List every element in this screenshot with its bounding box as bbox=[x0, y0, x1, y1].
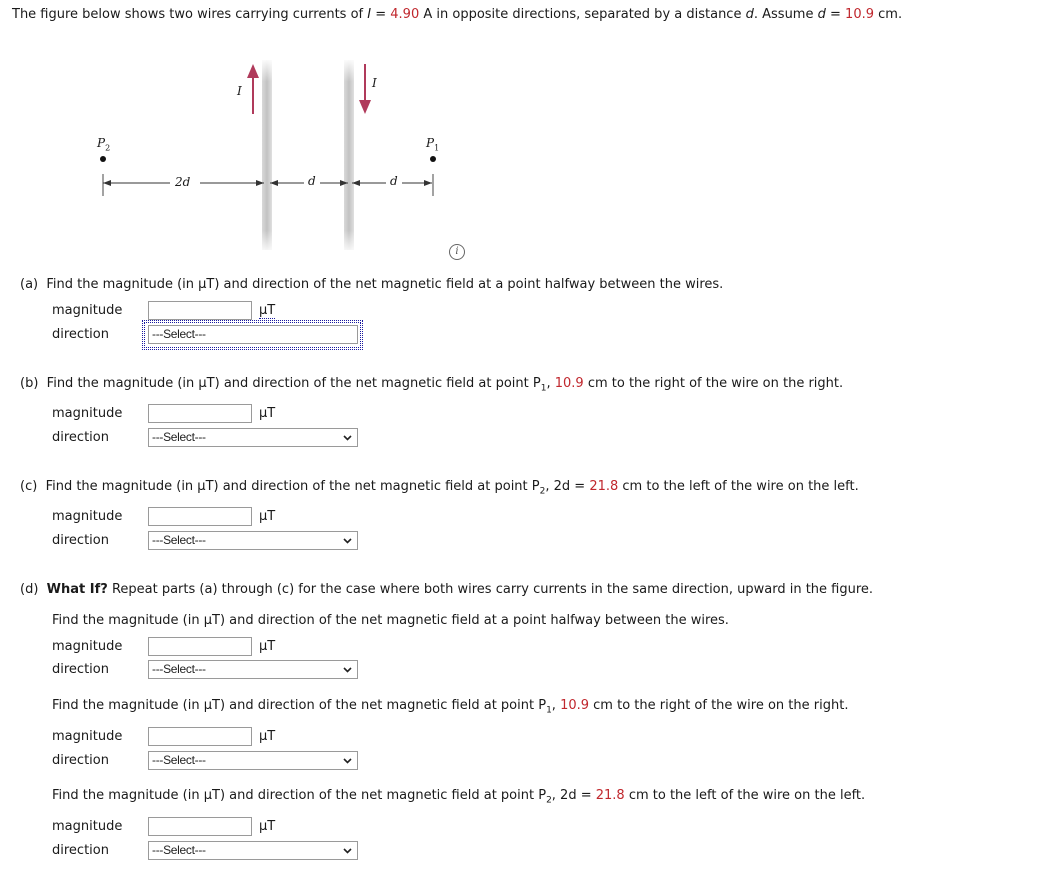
part-c-magnitude-label: magnitude bbox=[52, 509, 123, 524]
part-c-direction-label: direction bbox=[52, 533, 109, 548]
part-a-magnitude-input[interactable] bbox=[148, 301, 252, 320]
part-d-question-3: Find the magnitude (in μT) and direction of the net magnetic field at point $P_2$, 2d = 21.8 cm to the left of the wire on the left. bbox=[52, 788, 866, 806]
part-d1-direction-select[interactable]: ---Select--- bbox=[148, 660, 358, 679]
part-b-direction-label: direction bbox=[52, 430, 109, 445]
part-d-question-1: Find the magnitude (in μT) and direction of the net magnetic field at a point halfway between the wires. bbox=[52, 613, 729, 628]
part-d2-direction-label: direction bbox=[52, 753, 109, 768]
wires-diagram bbox=[80, 58, 480, 254]
part-b-question: (b) Find the magnitude (in μT) and direction of the net magnetic field at point $P_1$, 10.9 cm to the right of the wire on the right. bbox=[20, 376, 844, 394]
part-a-direction-label: direction bbox=[52, 327, 109, 342]
label-p1: $P_1$ bbox=[426, 136, 440, 153]
part-a-magnitude-label: magnitude bbox=[52, 303, 123, 318]
chevron-down-icon bbox=[342, 845, 353, 856]
part-d1-direction-label: direction bbox=[52, 662, 109, 677]
label-current-left: I bbox=[237, 84, 242, 98]
part-c-direction-select[interactable]: ---Select--- bbox=[148, 531, 358, 550]
info-icon[interactable]: i bbox=[449, 244, 465, 260]
part-d1-magnitude-label: magnitude bbox=[52, 639, 123, 654]
part-b-direction-select[interactable]: ---Select--- bbox=[148, 428, 358, 447]
part-a-unit: μT bbox=[259, 303, 276, 318]
part-d3-direction-label: direction bbox=[52, 843, 109, 858]
label-d-right: d bbox=[390, 174, 398, 188]
point-p1-dot bbox=[430, 156, 436, 162]
part-a-direction-select[interactable]: ---Select--- bbox=[148, 325, 358, 344]
part-b-magnitude-input[interactable] bbox=[148, 404, 252, 423]
label-current-right: I bbox=[372, 76, 377, 90]
part-a-question: (a) Find the magnitude (in μT) and direction of the net magnetic field at a point halfway between the wires. bbox=[20, 277, 724, 292]
label-p2: $P_2$ bbox=[97, 136, 111, 153]
chevron-down-icon bbox=[342, 664, 353, 675]
chevron-down-icon bbox=[342, 755, 353, 766]
part-d-intro: (d) What If? Repeat parts (a) through (c) for the case where both wires carry currents in the same direction, upward in the figure. bbox=[20, 582, 874, 597]
part-b-magnitude-label: magnitude bbox=[52, 406, 123, 421]
chevron-down-icon bbox=[342, 535, 353, 546]
part-d2-magnitude-input[interactable] bbox=[148, 727, 252, 746]
part-d1-magnitude-input[interactable] bbox=[148, 637, 252, 656]
part-d2-direction-select[interactable]: ---Select--- bbox=[148, 751, 358, 770]
part-d3-magnitude-input[interactable] bbox=[148, 817, 252, 836]
up-arrow-icon bbox=[247, 64, 259, 114]
label-2d: 2d bbox=[175, 175, 191, 189]
chevron-down-icon bbox=[342, 432, 353, 443]
part-c-question: (c) Find the magnitude (in μT) and direction of the net magnetic field at point $P_2$, 2d = 21.8 cm to the left of the wire on the left. bbox=[20, 479, 859, 497]
part-d2-unit: μT bbox=[259, 729, 276, 744]
part-d3-unit: μT bbox=[259, 819, 276, 834]
part-d-question-2: Find the magnitude (in μT) and direction of the net magnetic field at point $P_1$, 10.9 cm to the right of the wire on the right. bbox=[52, 698, 849, 716]
label-d-middle: d bbox=[308, 174, 316, 188]
part-c-unit: μT bbox=[259, 509, 276, 524]
point-p2-dot bbox=[100, 156, 106, 162]
part-d1-unit: μT bbox=[259, 639, 276, 654]
distance-value: 10.9 bbox=[845, 7, 874, 22]
part-d3-magnitude-label: magnitude bbox=[52, 819, 123, 834]
part-c-magnitude-input[interactable] bbox=[148, 507, 252, 526]
part-d2-magnitude-label: magnitude bbox=[52, 729, 123, 744]
part-d3-direction-select[interactable]: ---Select--- bbox=[148, 841, 358, 860]
problem-intro: The figure below shows two wires carrying currents of I = 4.90 A in opposite directions, separated by a distance d. Assume d = 10.9 cm. bbox=[12, 7, 903, 22]
part-b-unit: μT bbox=[259, 406, 276, 421]
wires-figure bbox=[80, 58, 480, 254]
down-arrow-icon bbox=[359, 64, 371, 114]
current-value: 4.90 bbox=[390, 7, 420, 22]
